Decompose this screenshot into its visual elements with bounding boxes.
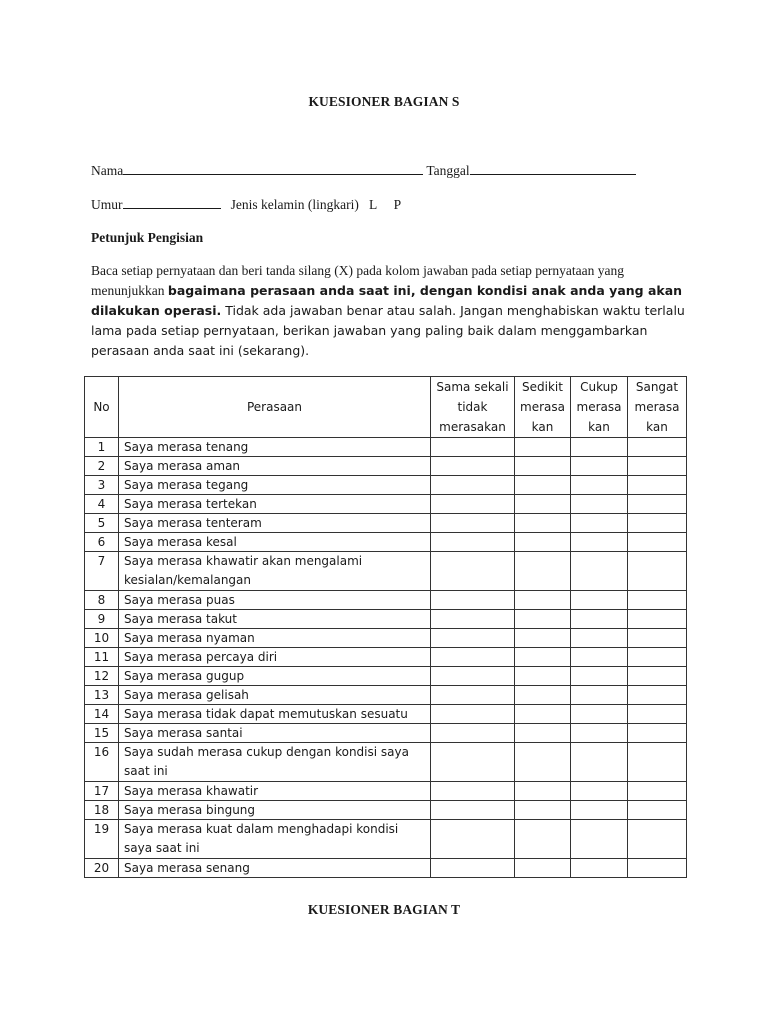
answer-sedikit[interactable] [515,705,571,724]
age-gender-row [91,196,401,213]
table-row [85,476,687,495]
answer-sangat[interactable] [628,552,687,591]
row-statement: Saya merasa kesal [119,533,431,552]
table-row [85,629,687,648]
table-row [85,591,687,610]
row-number: 12 [85,667,119,686]
table-row [85,495,687,514]
table-row [85,514,687,533]
row-number: 18 [85,801,119,820]
answer-cukup[interactable] [571,591,628,610]
name-blank[interactable] [123,162,423,175]
answer-sangat[interactable] [628,648,687,667]
instructions-bold: bagaimana perasaan anda saat ini, dengan kondisi anak anda yang akan dilakukan operasi. [91,283,683,318]
row-number: 3 [85,476,119,495]
answer-sama-sekali[interactable] [431,648,515,667]
row-number: 6 [85,533,119,552]
header-sangat: Sangat merasa kan [628,377,687,438]
answer-cukup[interactable] [571,457,628,476]
age-label: Umur [91,197,123,212]
name-date-row [91,162,636,179]
header-perasaan: Perasaan [119,377,431,438]
table-row [85,859,687,878]
answer-sangat[interactable] [628,686,687,705]
answer-sangat[interactable] [628,610,687,629]
row-statement: Saya merasa tenteram [119,514,431,533]
table-row [85,743,687,782]
answer-sama-sekali[interactable] [431,782,515,801]
row-number: 13 [85,686,119,705]
answer-sama-sekali[interactable] [431,820,515,859]
answer-cukup[interactable] [571,495,628,514]
answer-sedikit[interactable] [515,533,571,552]
row-statement: Saya merasa bingung [119,801,431,820]
row-statement: Saya merasa gelisah [119,686,431,705]
answer-cukup[interactable] [571,667,628,686]
answer-sama-sekali[interactable] [431,859,515,878]
row-statement: Saya merasa kuat dalam menghadapi kondisi saya saat ini [119,820,431,859]
answer-cukup[interactable] [571,801,628,820]
answer-sama-sekali[interactable] [431,591,515,610]
answer-sama-sekali[interactable] [431,514,515,533]
row-number: 4 [85,495,119,514]
answer-sama-sekali[interactable] [431,438,515,457]
answer-sangat[interactable] [628,629,687,648]
answer-sangat[interactable] [628,438,687,457]
answer-cukup[interactable] [571,648,628,667]
answer-sedikit[interactable] [515,629,571,648]
gender-option-p[interactable]: P [393,197,402,212]
instructions-paragraph [91,261,691,361]
row-statement: Saya merasa puas [119,591,431,610]
answer-sedikit[interactable] [515,457,571,476]
answer-sama-sekali[interactable] [431,743,515,782]
table-row [85,610,687,629]
answer-sedikit[interactable] [515,801,571,820]
header-no: No [85,377,119,438]
answer-sama-sekali[interactable] [431,495,515,514]
answer-sama-sekali[interactable] [431,476,515,495]
row-number: 9 [85,610,119,629]
answer-sama-sekali[interactable] [431,667,515,686]
answer-sedikit[interactable] [515,820,571,859]
answer-sama-sekali[interactable] [431,610,515,629]
table-header-row [85,377,687,438]
age-blank[interactable] [123,196,221,209]
answer-sama-sekali[interactable] [431,533,515,552]
row-statement: Saya merasa khawatir akan mengalami kesialan/kemalangan [119,552,431,591]
answer-sedikit[interactable] [515,724,571,743]
date-label: Tanggal [426,163,470,178]
row-number: 15 [85,724,119,743]
answer-sangat[interactable] [628,782,687,801]
row-statement: Saya merasa tertekan [119,495,431,514]
header-sedikit: Sedikit merasa kan [515,377,571,438]
answer-sangat[interactable] [628,801,687,820]
date-blank[interactable] [470,162,636,175]
answer-cukup[interactable] [571,859,628,878]
answer-sangat[interactable] [628,533,687,552]
table-row [85,782,687,801]
answer-sedikit[interactable] [515,743,571,782]
row-number: 8 [85,591,119,610]
answer-sedikit[interactable] [515,514,571,533]
section-title-s: KUESIONER BAGIAN S [308,94,460,109]
table-row [85,552,687,591]
instructions-part2: Tidak ada jawaban benar atau salah. Jangan menghabiskan waktu terlalu lama pada setiap pernyataan, berikan jawaban yang paling baik dalam menggambarkan perasaan anda saat ini (sekarang). [91,303,685,358]
row-statement: Saya merasa gugup [119,667,431,686]
row-statement: Saya merasa nyaman [119,629,431,648]
table-row [85,724,687,743]
row-statement: Saya sudah merasa cukup dengan kondisi saya saat ini [119,743,431,782]
row-number: 7 [85,552,119,591]
row-number: 16 [85,743,119,782]
answer-cukup[interactable] [571,514,628,533]
answer-sangat[interactable] [628,667,687,686]
instructions-part1: Baca setiap pernyataan dan beri tanda silang (X) pada kolom jawaban pada setiap pernyataan yang menunjukkan [91,263,625,298]
answer-cukup[interactable] [571,610,628,629]
answer-sedikit[interactable] [515,648,571,667]
answer-sedikit[interactable] [515,438,571,457]
answer-cukup[interactable] [571,629,628,648]
row-number: 19 [85,820,119,859]
answer-sangat[interactable] [628,859,687,878]
answer-cukup[interactable] [571,533,628,552]
name-label: Nama [91,163,124,178]
answer-cukup[interactable] [571,782,628,801]
table-row [85,705,687,724]
row-number: 11 [85,648,119,667]
gender-label: Jenis kelamin (lingkari) [230,197,359,212]
answer-sama-sekali[interactable] [431,705,515,724]
answer-sangat[interactable] [628,820,687,859]
answer-sama-sekali[interactable] [431,457,515,476]
row-statement: Saya merasa tegang [119,476,431,495]
row-statement: Saya merasa takut [119,610,431,629]
answer-sangat[interactable] [628,514,687,533]
answer-sangat[interactable] [628,591,687,610]
row-number: 1 [85,438,119,457]
answer-sangat[interactable] [628,743,687,782]
answer-sangat[interactable] [628,705,687,724]
header-sama-sekali: Sama sekali tidak merasakan [431,377,515,438]
table-body [85,438,687,878]
table-row [85,801,687,820]
answer-sama-sekali[interactable] [431,552,515,591]
feelings-table [84,376,687,878]
answer-sangat[interactable] [628,457,687,476]
answer-cukup[interactable] [571,820,628,859]
section-title-t: KUESIONER BAGIAN T [307,902,461,917]
table-row [85,438,687,457]
table-row [85,648,687,667]
answer-cukup[interactable] [571,552,628,591]
row-statement: Saya merasa aman [119,457,431,476]
answer-sedikit[interactable] [515,552,571,591]
row-number: 14 [85,705,119,724]
answer-sama-sekali[interactable] [431,686,515,705]
answer-cukup[interactable] [571,743,628,782]
table-row [85,820,687,859]
table-row [85,686,687,705]
answer-sangat[interactable] [628,476,687,495]
row-statement: Saya merasa tidak dapat memutuskan sesuatu [119,705,431,724]
answer-sedikit[interactable] [515,476,571,495]
answer-sedikit[interactable] [515,591,571,610]
row-statement: Saya merasa santai [119,724,431,743]
row-number: 20 [85,859,119,878]
answer-cukup[interactable] [571,438,628,457]
answer-sama-sekali[interactable] [431,724,515,743]
header-cukup: Cukup merasa kan [571,377,628,438]
answer-sedikit[interactable] [515,782,571,801]
row-statement: Saya merasa khawatir [119,782,431,801]
table-row [85,457,687,476]
instructions-heading: Petunjuk Pengisian [91,230,204,245]
row-statement: Saya merasa percaya diri [119,648,431,667]
answer-sama-sekali[interactable] [431,629,515,648]
answer-cukup[interactable] [571,705,628,724]
gender-option-l[interactable]: L [368,197,377,212]
table-row [85,533,687,552]
answer-cukup[interactable] [571,724,628,743]
row-number: 17 [85,782,119,801]
table-row [85,667,687,686]
answer-sama-sekali[interactable] [431,801,515,820]
answer-sedikit[interactable] [515,610,571,629]
answer-sedikit[interactable] [515,667,571,686]
row-number: 5 [85,514,119,533]
row-statement: Saya merasa tenang [119,438,431,457]
row-statement: Saya merasa senang [119,859,431,878]
answer-sedikit[interactable] [515,495,571,514]
row-number: 10 [85,629,119,648]
answer-cukup[interactable] [571,476,628,495]
answer-cukup[interactable] [571,686,628,705]
answer-sangat[interactable] [628,495,687,514]
answer-sangat[interactable] [628,724,687,743]
row-number: 2 [85,457,119,476]
answer-sedikit[interactable] [515,859,571,878]
answer-sedikit[interactable] [515,686,571,705]
